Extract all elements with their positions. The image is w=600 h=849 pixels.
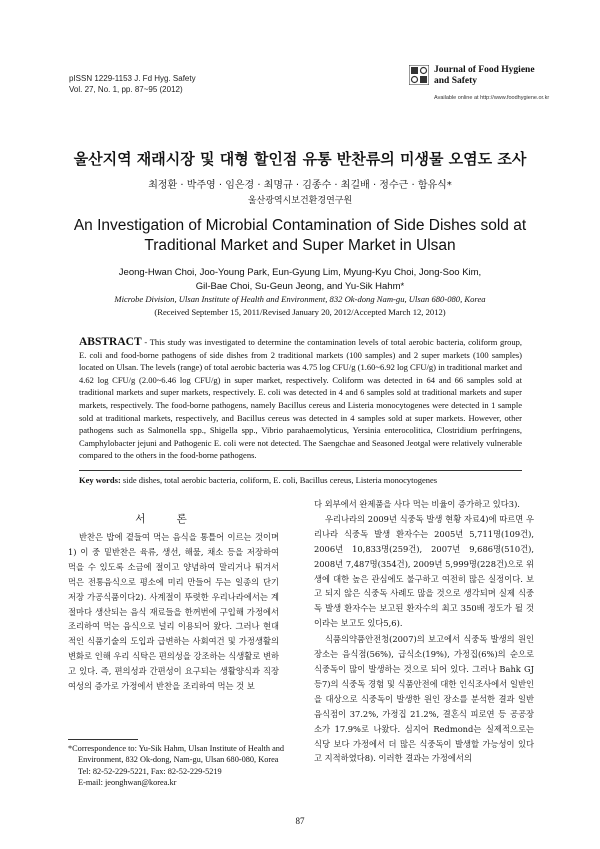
authors-english: Jeong-Hwan Choi, Joo-Young Park, Eun-Gyung Lim, Myung-Kyu Choi, Jong-Soo Kim, Gil-Bae Choi, Su-Geun Jeong, and Yu-Sik Hahm* [118,267,482,292]
received-dates: (Received September 15, 2011/Revised January 20, 2012/Accepted March 12, 2012) [154,307,446,317]
correspondence-footnote: *Correspondence to: Yu-Sik Hahm, Ulsan Institute of Health and Environment, 832 Ok-dong, Nam-gu, Ulsan 680-080, Korea Tel: 82-52-229-5221, Fax: 82-52-229-5219 E-mail: jeonghwan@korea.kr [68,743,288,789]
affiliation: Microbe Division, Ulsan Institute of Health and Environment, 832 Ok-dong Nam-gu, Ulsan 680-080, Korea [114,294,486,304]
intro-paragraph-continued: 다 외부에서 완제품을 사다 먹는 비율이 증가하고 있다3). [314,499,520,509]
journal-logo-icon [409,65,429,85]
section-title-introduction: 서 론 [135,513,201,525]
abstract-text: - This study was investigated to determine the contamination levels of total aerobic bacteria, coliform group, E. coli and food-borne pathogens of side dishes from 2 traditional markets (100 samples) and 2 super markets (100 samples) located on Ulsan. The levels (range) of total aerobic bacteria was 4.75 log CFU/g (1.60~6.92 log CFU/g) in traditional market and 4.62 log CFU/g (2.00~6.46 log CFU/g) in super market, respectively. Coliform was detected in 64 and 66 samples sold at traditional markets and super markets, respectively. E. coli was detected in 4 and 6 samples sold at traditional markets and super markets, respectively. The food-borne pathogens, namely Bacillus cereus and Listeria monocytogenes were detected in 1 sample sold at traditional markets, respectively, and Bacillus cereus was detected in 4 samples sold at super markets. However, other pathogens such as Salmonella spp., Shigella spp., Vibrio parahaemolyticus, Yersinia enterocolitica, Clostridium perfringens, Camphylobacter jejuni and Pathogenic E. coli were not detected. The Saengchae and Seasoned Jeotgal were relatively vulnerable compared to the others in the food-borne pathogens. [79,337,522,461]
journal-url: Available online at http://www.foodhygiene.or.kr [434,95,550,101]
citation-header [69,73,196,95]
keywords-text: side dishes, total aerobic bacteria, coliform, E. coli, Bacillus cereus, Listeria monocytogenes [120,475,438,485]
abstract-label: ABSTRACT [79,336,142,348]
keywords [79,475,522,485]
body-column-right [314,497,534,766]
abstract-divider [79,470,522,471]
authors-korean: 최정환 · 박주영 · 임은경 · 최명규 · 김종수 · 최길배 · 정수근 · 함유식* [148,180,452,191]
intro-paragraph-2: 우리나라의 2009년 식중독 발생 현황 자료4)에 따르면 우리나라 식중독 발생 환자수는 2005년 5,711명(109건), 2006년 10,833명(259건), 2007년 9,686명(510건), 2008년 7,487명(354건), 2009년 5,999명(228건)으로 위생에 대한 높은 관심에도 불구하고 여전히 많은 실정이다. 보고 되지 않은 식중독 사례도 많을 것으로 생각되며 실제 식중독 발생 환자수는 보고된 환자수의 최고 350배 정도가 될 것이라는 보고도 있다5,6). [314,513,534,629]
keywords-label: Key words: [79,475,121,485]
title-korean: 울산지역 재래시장 및 대형 할인점 유통 반찬류의 미생물 오염도 조사 [73,150,527,168]
institution-korean: 울산광역시보건환경연구원 [247,196,353,206]
abstract [79,336,522,462]
intro-paragraph-1: 반찬은 밥에 곁들여 먹는 음식을 통틀어 이르는 것이며1) 이 중 밑반찬은 육류, 생선, 해물, 채소 등을 저장하여 먹을 수 있도록 소금에 절이고 양념하여 말리거나 튀겨서 먹은 전통음식으로 평소에 미리 만들어 두는 일종의 단기 저장 가공식품이다2). 사계절이 뚜렷한 우리나라에서는 계절마다 생산되는 음식 재료들을 한꺼번에 구입해 가정에서 조리하여 먹는 음식으로 널리 이용되어 왔다. 그러나 현대적인 식품기술의 도입과 급변하는 사회여건 및 가정생활의 변화로 인해 우리 식탁은 편의성을 강조하는 식생활로 변하고 있다. 즉, 편의성과 간편성이 요구되는 생활양식과 직장여성의 증가로 가정에서 반찬을 조리하여 먹는 것 보 [68,532,279,692]
intro-paragraph-3: 식품의약품안전청(2007)의 보고에서 식중독 발생의 원인 장소는 음식점(56%), 급식소(19%), 가정집(6%)의 순으로 식중독이 많이 발생하는 것으로 되어 있다. 그러나 Bahk GJ 등7)의 식중독 경험 및 식품안전에 대한 인식조사에서 일반인을 대상으로 식중독이 발생한 원인 장소를 분석한 결과 일반음식점이 37.2%, 가정집 21.2%, 결혼식 피로연 등 공공장소가 17.9%로 나왔다. 심지어 Redmond는 실제적으로는 식당 보다 가정에서 더 많은 식중독이 발생할 가능성이 있다고 지적하였다8). 이러한 결과는 가정에서의 [314,634,534,764]
journal-title: Journal of Food Hygiene and Safety [434,65,535,86]
page-number: 87 [295,816,305,826]
body-column-left [68,530,279,694]
volume-line: Vol. 27, No. 1, pp. 87~95 (2012) [69,85,183,94]
footnote-divider [68,739,138,740]
email: E-mail: jeonghwan@korea.kr [78,778,177,788]
title-english: An Investigation of Microbial Contamination of Side Dishes sold at Traditional Market and Super Market in Ulsan [73,217,527,254]
issn-line: pISSN 1229-1153 J. Fd Hyg. Safety [69,74,196,83]
